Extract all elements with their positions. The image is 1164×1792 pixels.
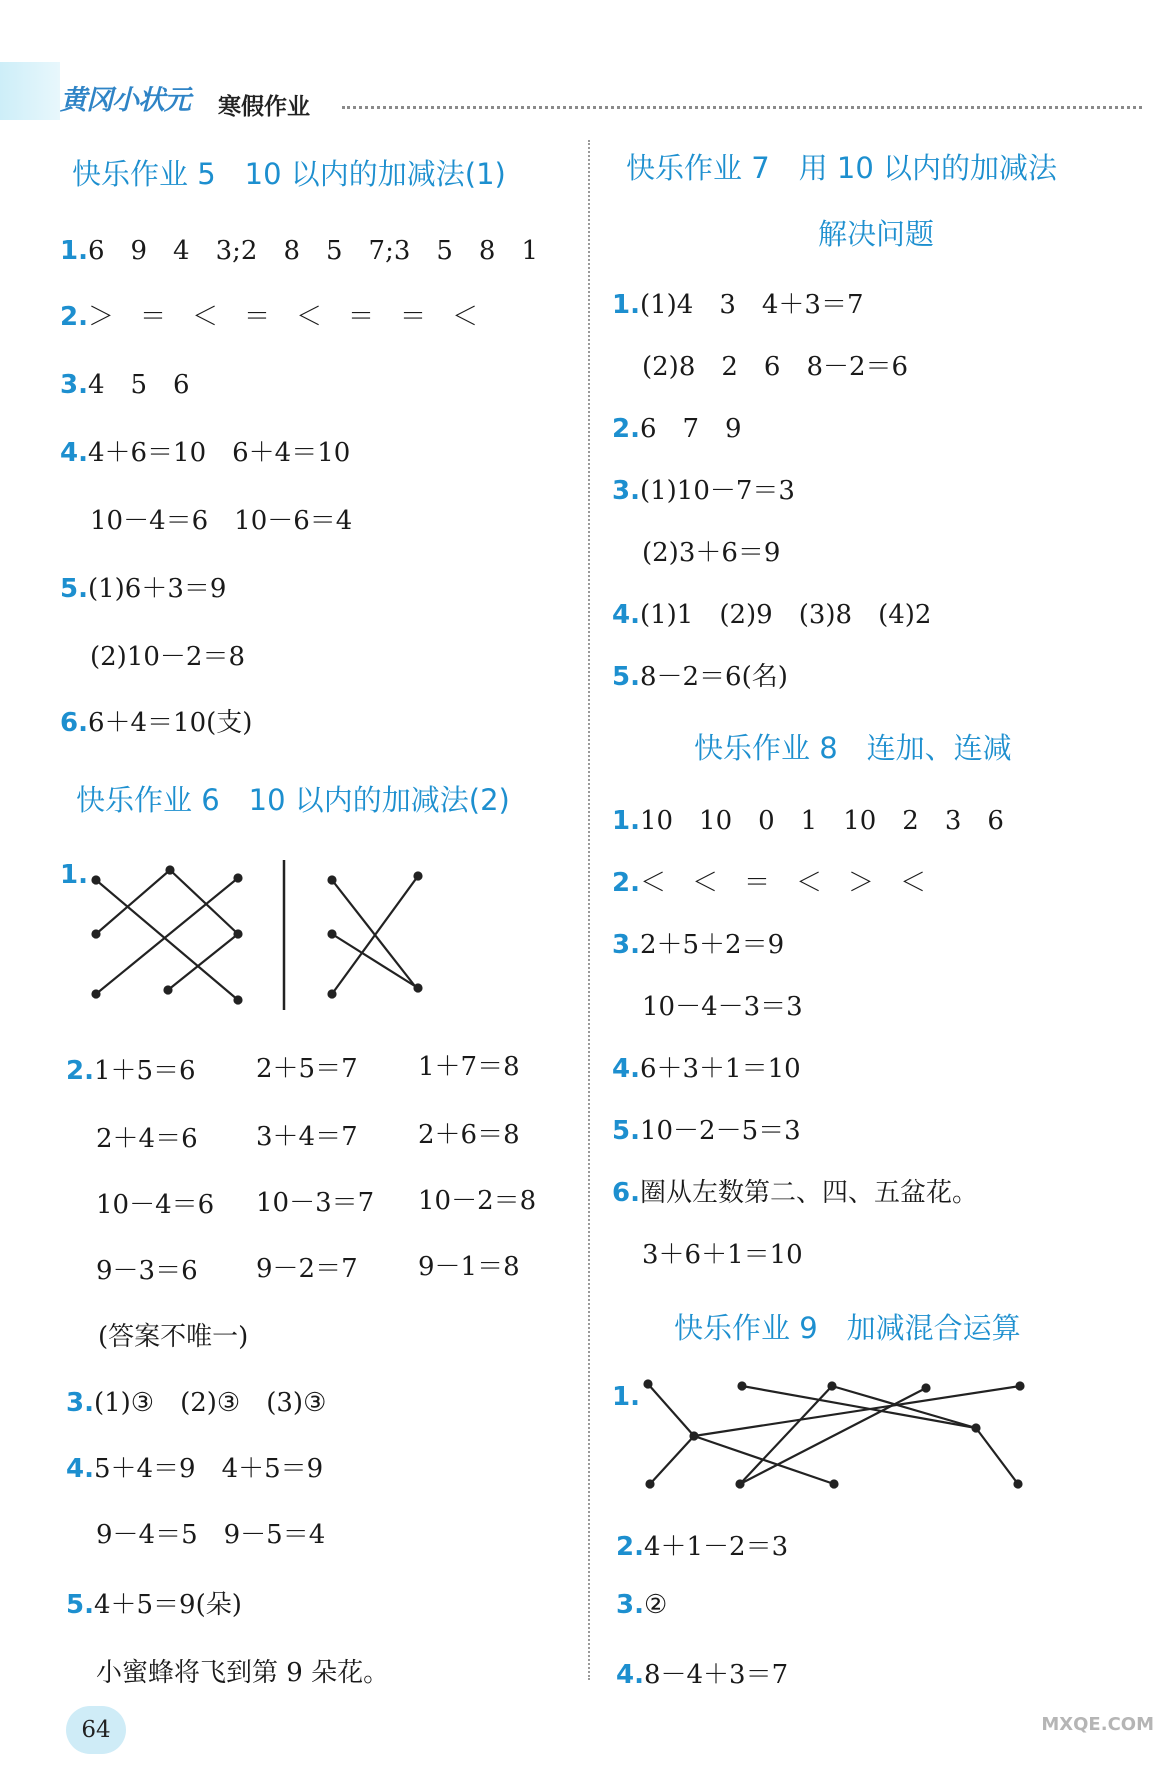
question-number: 1. (612, 290, 640, 320)
question-number: 3. (612, 476, 640, 506)
match-line (976, 1428, 1018, 1484)
question-number: 2. (60, 302, 88, 332)
answer-text: 圈从左数第二、四、五盆花。 (639, 1178, 978, 1208)
answer-text: (1)1 (2)9 (3)8 (4)2 (639, 600, 932, 630)
answer-text: 10 10 0 1 10 2 3 6 (639, 806, 1004, 836)
dot (829, 1383, 836, 1390)
dot (973, 1425, 980, 1432)
section-title-8: 快乐作业 8 连加、连减 (694, 731, 1012, 765)
question-number: 5. (612, 1116, 640, 1146)
answer-text: 10－4＝6 10－6＝4 (90, 506, 353, 536)
logo: 黄冈小状元 (60, 85, 190, 116)
answer-cell: 2＋6＝8 (418, 1120, 520, 1150)
question-number: 5. (612, 662, 640, 692)
dot (831, 1481, 838, 1488)
answer-line (616, 1590, 667, 1620)
answer-text: 10－2－5＝3 (639, 1116, 801, 1146)
answer-text: 8－4＋3＝7 (643, 1660, 789, 1690)
answer-text: (1)③ (2)③ (3)③ (93, 1388, 327, 1418)
answer-text: (2)8 2 6 8－2＝6 (642, 352, 909, 382)
answer-text: (1)4 3 4＋3＝7 (639, 290, 864, 320)
question-number: 6. (612, 1178, 640, 1208)
question-number: 3. (612, 930, 640, 960)
dot (737, 1481, 744, 1488)
answer-text: 6 9 4 3;2 8 5 7;3 5 8 1 (87, 236, 538, 266)
watermark: MXQE.COM (1041, 1714, 1154, 1735)
question-number: 5. (60, 574, 88, 604)
section-title-6: 快乐作业 6 10 以内的加减法(2) (76, 783, 510, 817)
answer-cell: 10－4＝6 (96, 1190, 215, 1220)
question-number: 4. (66, 1454, 94, 1484)
question-number: 1. (612, 806, 640, 836)
question-number: 6. (60, 708, 88, 738)
answer-cell: 9－3＝6 (96, 1256, 198, 1286)
answer-text: 小蜜蜂将飞到第 9 朵花。 (96, 1658, 390, 1688)
answer-text: 2＋5＋2＝9 (639, 930, 785, 960)
answer-text: 6＋4＝10(支) (87, 708, 253, 738)
page-number: 64 (66, 1706, 126, 1754)
answer-line (616, 1526, 788, 1563)
answer-text: (2)10－2＝8 (90, 642, 245, 672)
question-number: 5. (66, 1590, 94, 1620)
question-number: 4. (612, 1054, 640, 1084)
answer-text: (1)10－7＝3 (639, 476, 795, 506)
answer-cell: 9－2＝7 (256, 1254, 358, 1284)
answer-text: 6 7 9 (639, 414, 742, 444)
dot (647, 1481, 654, 1488)
section-title-7-line2: 解决问题 (818, 217, 935, 251)
answer-text: (2)3＋6＝9 (642, 538, 781, 568)
dot (739, 1383, 746, 1390)
answer-text: 3＋6＋1＝10 (642, 1240, 803, 1270)
question-number: 1. (60, 860, 88, 890)
section-title-9: 快乐作业 9 加减混合运算 (674, 1311, 1021, 1345)
question-number: 1. (612, 1382, 640, 1412)
answer-text: 5＋4＝9 4＋5＝9 (93, 1454, 324, 1484)
answer-text: 4 5 6 (87, 370, 190, 400)
dot (645, 1381, 652, 1388)
answer-cell: 10－2＝8 (418, 1186, 537, 1216)
answer-cell: 2＋5＝7 (256, 1054, 358, 1084)
header-subtitle: 寒假作业 (218, 94, 310, 120)
dot (1017, 1383, 1024, 1390)
dot (1015, 1481, 1022, 1488)
answer-cell: 9－1＝8 (418, 1252, 520, 1282)
answer-note: (答案不唯一) (98, 1322, 249, 1352)
answer-text: 4＋1－2＝3 (643, 1532, 789, 1562)
question-number: 1. (60, 236, 88, 266)
question-number: 4. (612, 600, 640, 630)
question-number: 2. (612, 868, 640, 898)
answer-text: 4＋5＝9(朵) (93, 1590, 242, 1620)
answer-text: ＜ ＜ ＝ ＜ ＞ ＜ (639, 868, 926, 898)
answer-text: 8－2＝6(名) (639, 662, 788, 692)
question-number: 4. (60, 438, 88, 468)
answer-cell: 1＋5＝6 (93, 1056, 196, 1086)
dot (691, 1433, 698, 1440)
match-line (740, 1386, 832, 1484)
answer-text: (1)6＋3＝9 (87, 574, 227, 604)
question-number: 2. (66, 1056, 94, 1086)
answer-cell: 10－3＝7 (256, 1188, 375, 1218)
question-number: 3. (66, 1388, 94, 1418)
match-line (648, 1384, 694, 1436)
answer-text: 4＋6＝10 6＋4＝10 (87, 438, 351, 468)
section-title-7: 快乐作业 7 用 10 以内的加减法 (626, 151, 1058, 185)
question-number: 4. (616, 1660, 644, 1690)
answer-text: ② (643, 1590, 668, 1620)
answer-text: 6＋3＋1＝10 (639, 1054, 801, 1084)
question-number: 3. (60, 370, 88, 400)
question-number: 2. (612, 414, 640, 444)
answer-line (616, 1654, 788, 1691)
answer-cell: 2＋4＝6 (96, 1124, 198, 1154)
dot (923, 1385, 930, 1392)
question-number: 2. (616, 1532, 644, 1562)
question-number: 3. (616, 1590, 644, 1620)
answer-text: ＞ ＝ ＜ ＝ ＜ ＝ ＝ ＜ (87, 302, 478, 332)
match-line (650, 1436, 694, 1484)
answer-cell: 3＋4＝7 (256, 1122, 358, 1152)
answer-text: 9－4＝5 9－5＝4 (96, 1520, 326, 1550)
answer-cell: 1＋7＝8 (418, 1052, 520, 1082)
answer-text: 10－4－3＝3 (642, 992, 803, 1022)
section-title-5: 快乐作业 5 10 以内的加减法(1) (72, 157, 506, 191)
